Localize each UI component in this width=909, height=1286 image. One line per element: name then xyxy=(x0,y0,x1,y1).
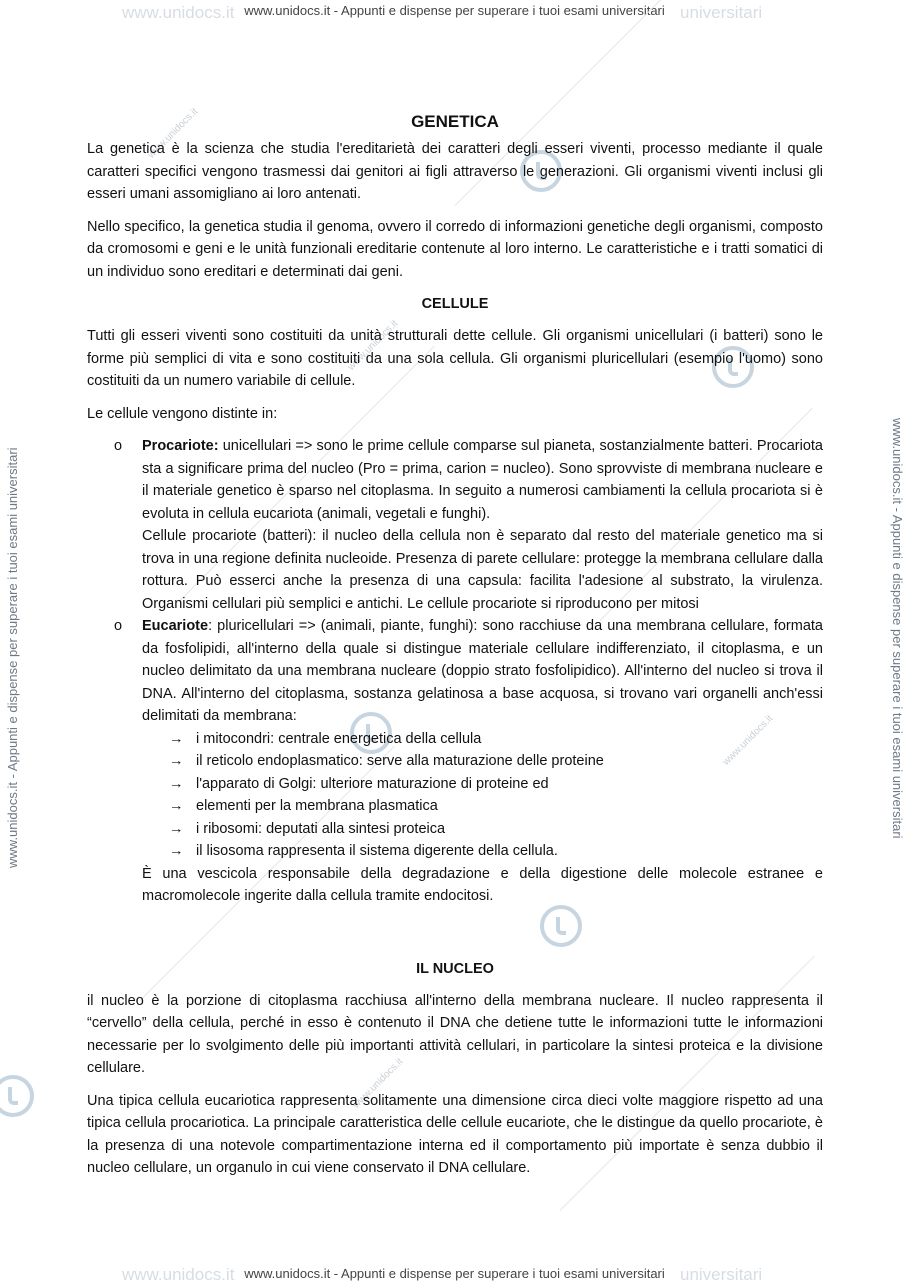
eucariote-closing: È una vescicola responsabile della degradazione e della digestione delle molecole estranee e macromolecole ingerite dalla cellula tramite endocitosi. xyxy=(142,865,823,904)
intro-paragraph-2: Nello specifico, la genetica studia il genoma, ovvero il corredo di informazioni genetiche degli organismi, composto da cromosomi e geni e le unità funzionali ereditarie contenute al loro interno. Le caratteristiche e i tratti somatici di un individuo sono ereditari e determinati dai geni. xyxy=(87,218,823,280)
unidocs-logo-icon xyxy=(0,1075,34,1117)
watermark-diagonal: www.unidocs.it xyxy=(720,713,776,768)
organello-text: elementi per la membrana plasmatica xyxy=(196,798,438,814)
watermark-ghost-top-left: www.unidocs.it xyxy=(122,3,235,22)
watermark-ghost-bottom-left: www.unidocs.it xyxy=(122,1265,235,1284)
procariote-text: unicellulari => sono le prime cellule comparse sul pianeta, sostanzialmente batteri. Procariota sta a significare prima del nucleo (Pro = prima, carion = nucleo). Sono sprovviste di membrana nucleare e il materiale genetico è sparso nel citoplasma. In seguito a numerosi cambiamenti la cellula procariota si è evoluta in cellula eucariota (animali, vegetali e funghi). xyxy=(142,438,823,522)
cellule-list-intro: Le cellule vengono distinte in: xyxy=(87,405,278,422)
list-item xyxy=(142,840,823,863)
arrow-right-icon: → xyxy=(169,730,184,747)
bullet-marker: o xyxy=(114,618,123,634)
watermark-ghost-top-right: universitari xyxy=(680,3,763,22)
watermark-right-side: www.unidocs.it - Appunti e dispense per superare i tuoi esami universitari xyxy=(890,418,905,839)
arrow-right-icon: → xyxy=(169,843,184,859)
section-heading-cellule: CELLULE xyxy=(421,296,489,312)
list-item-procariote xyxy=(87,435,823,615)
arrow-right-icon: → xyxy=(169,775,184,792)
watermark-bottom: www.unidocs.it - Appunti e dispense per superare i tuoi esami universitari xyxy=(244,1266,665,1281)
nucleo-paragraph-2: Una tipica cellula eucariotica rappresenta solitamente una dimensione circa dieci volte maggiore rispetto ad una tipica cellula procariotica. La principale caratteristica delle cellule eucariote, che le distingue da quello procariote, è la presenza di una notevole compartimentazione interna ed il comportamento più importate è senza dubbio il nucleo cellulare, un organulo in cui viene conservato il DNA cellulare. xyxy=(87,1092,823,1176)
page-title: GENETICA xyxy=(411,112,499,131)
organelli-list xyxy=(142,728,823,863)
list-item xyxy=(142,795,823,818)
watermark-diagonal: www.unidocs.it xyxy=(350,1056,406,1111)
section-heading-nucleo: IL NUCLEO xyxy=(416,960,494,977)
watermark-left-side: www.unidocs.it - Appunti e dispense per superare i tuoi esami universitari xyxy=(5,447,20,868)
arrow-right-icon: → xyxy=(169,753,184,769)
eucariote-text: : pluricellulari => (animali, piante, funghi): sono racchiuse da una membrana cellulare, formata da fosfolipidi, all'interno della quale si distingue materiale cellulare indifferenziato, il citoplasma, e un nucleo delimitato da una membrana nucleare (doppio strato fosfolipidico). All'interno del nucleo si trova il DNA. All'interno del citoplasma, sostanza gelatinosa a base acquosa, si trovano vari organelli anch'essi delimitati da membrana: xyxy=(142,618,823,724)
arrow-right-icon: → xyxy=(169,820,184,837)
watermark-top: www.unidocs.it - Appunti e dispense per superare i tuoi esami universitari xyxy=(244,3,665,18)
list-item-eucariote xyxy=(87,615,823,908)
list-item xyxy=(142,773,823,796)
watermark-ghost-bottom-right: universitari xyxy=(680,1265,763,1284)
organello-text: il reticolo endoplasmatico: serve alla maturazione delle proteine xyxy=(196,753,604,769)
intro-paragraph-1: La genetica è la scienza che studia l'ereditarietà dei caratteri degli esseri viventi, processo mediante il quale caratteri specifici vengono trasmessi dai genitori ai figli attraverso le generazioni. Gli organismi viventi inclusi gli esseri umani assomigliano ai loro antenati. xyxy=(87,141,823,202)
procariote-extra: Cellule procariote (batteri): il nucleo della cellula non è separato dal resto del materiale genetico ma si trova in una regione definita nucleoide. Presenza di parete cellulare: protegge la membrana cellulare dalla rottura. Può esserci anche la presenza di una capsula: facilita l'adesione al substrato, la virulenza. Organismi cellulari più semplici e antichi. Le cellule procariote si riproducono per mitosi xyxy=(142,528,823,612)
list-item xyxy=(142,728,823,751)
term-eucariote: Eucariote xyxy=(142,618,209,634)
watermark-diagonal: www.unidocs.it xyxy=(145,106,201,161)
cellule-paragraph: Tutti gli esseri viventi sono costituiti da unità strutturali dette cellule. Gli organismi unicellulari (i batteri) sono le forme più semplici di vita e sono costituiti da una sola cellula. Gli organismi pluricellulari (esempio l'uomo) sono costituiti da un numero variabile di cellule. xyxy=(87,328,823,389)
list-item xyxy=(142,818,823,841)
organello-text: il lisosoma rappresenta il sistema digerente della cellula. xyxy=(196,843,558,859)
watermark-diagonal: www.unidocs.it xyxy=(345,318,401,373)
bullet-marker: o xyxy=(114,438,123,454)
organello-text: l'apparato di Golgi: ulteriore maturazione di proteine ed xyxy=(196,775,549,792)
organello-text: i mitocondri: centrale energetica della cellula xyxy=(196,730,482,747)
document-body xyxy=(87,108,823,1180)
cell-types-list xyxy=(87,435,823,908)
term-procariote: Procariote: xyxy=(142,438,219,454)
list-item xyxy=(142,750,823,773)
arrow-right-icon: → xyxy=(169,798,184,814)
organello-text: i ribosomi: deputati alla sintesi proteica xyxy=(196,820,446,837)
nucleo-paragraph-1: il nucleo è la porzione di citoplasma racchiusa all'interno della membrana nucleare. Il nucleo rappresenta il “cervello” della cellula, perché in esso è contenuto il DNA che detiene tutte le informazioni tutte le informazioni necessarie per lo svolgimento delle più importanti attività cellulari, in particolare la sintesi proteica e la divisione cellulare. xyxy=(87,992,823,1076)
